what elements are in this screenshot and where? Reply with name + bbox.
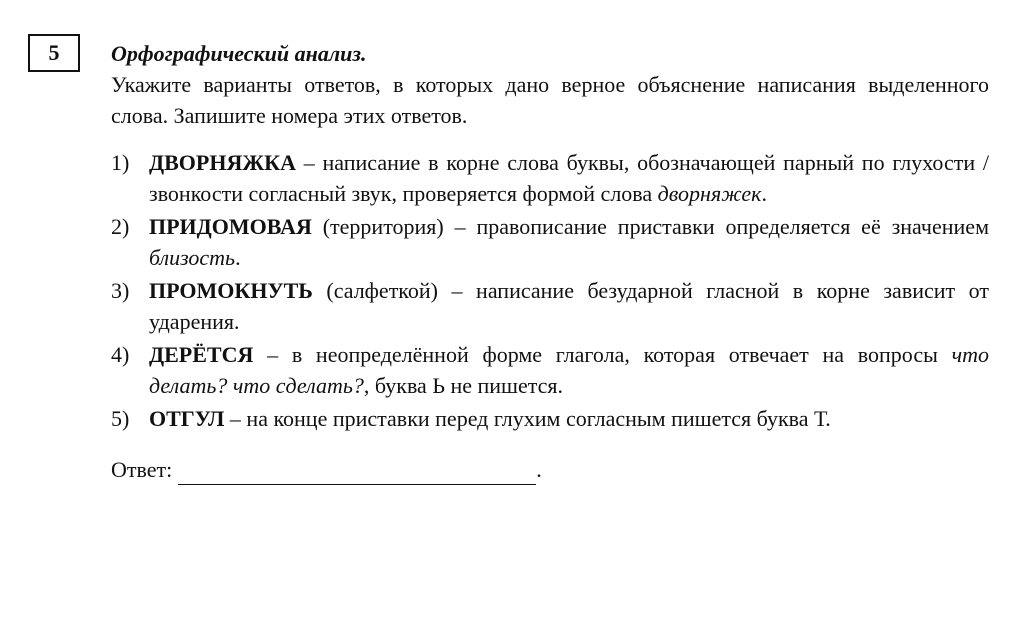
answer-row xyxy=(111,454,989,485)
option-3 xyxy=(111,275,989,337)
task-content xyxy=(111,38,989,485)
option-number: 4) xyxy=(111,342,130,367)
answer-label: Ответ: xyxy=(111,457,173,482)
option-example: что делать? что сделать? xyxy=(149,342,989,398)
option-number: 2) xyxy=(111,214,130,239)
option-example: близость xyxy=(149,245,236,270)
option-number: 1) xyxy=(111,150,130,175)
option-number: 5) xyxy=(111,406,130,431)
option-5 xyxy=(111,403,989,434)
option-word: ПРИДОМОВАЯ xyxy=(149,214,312,239)
option-text xyxy=(149,211,989,273)
option-example: дворняжек xyxy=(657,181,762,206)
option-word: ОТГУЛ xyxy=(149,406,225,431)
option-tail: , буква Ь не пишется. xyxy=(363,373,564,398)
option-number: 3) xyxy=(111,278,130,303)
option-2 xyxy=(111,211,989,273)
answer-field[interactable] xyxy=(178,460,536,485)
option-tail: . xyxy=(761,181,767,206)
option-text xyxy=(149,339,989,401)
option-explanation: – написание в корне слова буквы, обозначающей парный по глухости / звонкости согласный звук, проверяется формой слова xyxy=(149,150,989,206)
option-explanation: – в неопределённой форме глагола, которая отвечает на вопросы xyxy=(253,342,952,367)
task-instruction: Укажите варианты ответов, в которых дано верное объяснение написания выделенного слова. Запишите номера этих ответов. xyxy=(111,72,989,128)
task-number-box xyxy=(28,34,80,72)
option-text xyxy=(149,275,989,337)
answer-end: . xyxy=(536,457,542,482)
option-word: ДЕРЁТСЯ xyxy=(149,342,254,367)
task-title: Орфографический анализ. xyxy=(111,41,367,66)
option-text xyxy=(149,147,989,209)
option-text xyxy=(149,403,989,434)
option-explanation: (территория) – правописание приставки определяется её значением xyxy=(311,214,989,239)
option-explanation: – на конце приставки перед глухим согласным пишется буква Т. xyxy=(224,406,831,431)
task-number: 5 xyxy=(48,40,60,65)
option-4 xyxy=(111,339,989,401)
option-explanation: (салфеткой) – написание безударной гласной в корне зависит от ударения. xyxy=(149,278,989,334)
option-tail: . xyxy=(235,245,241,270)
options-list xyxy=(111,147,989,434)
option-word: ДВОРНЯЖКА xyxy=(149,150,296,175)
option-1 xyxy=(111,147,989,209)
option-word: ПРОМОКНУТЬ xyxy=(149,278,313,303)
